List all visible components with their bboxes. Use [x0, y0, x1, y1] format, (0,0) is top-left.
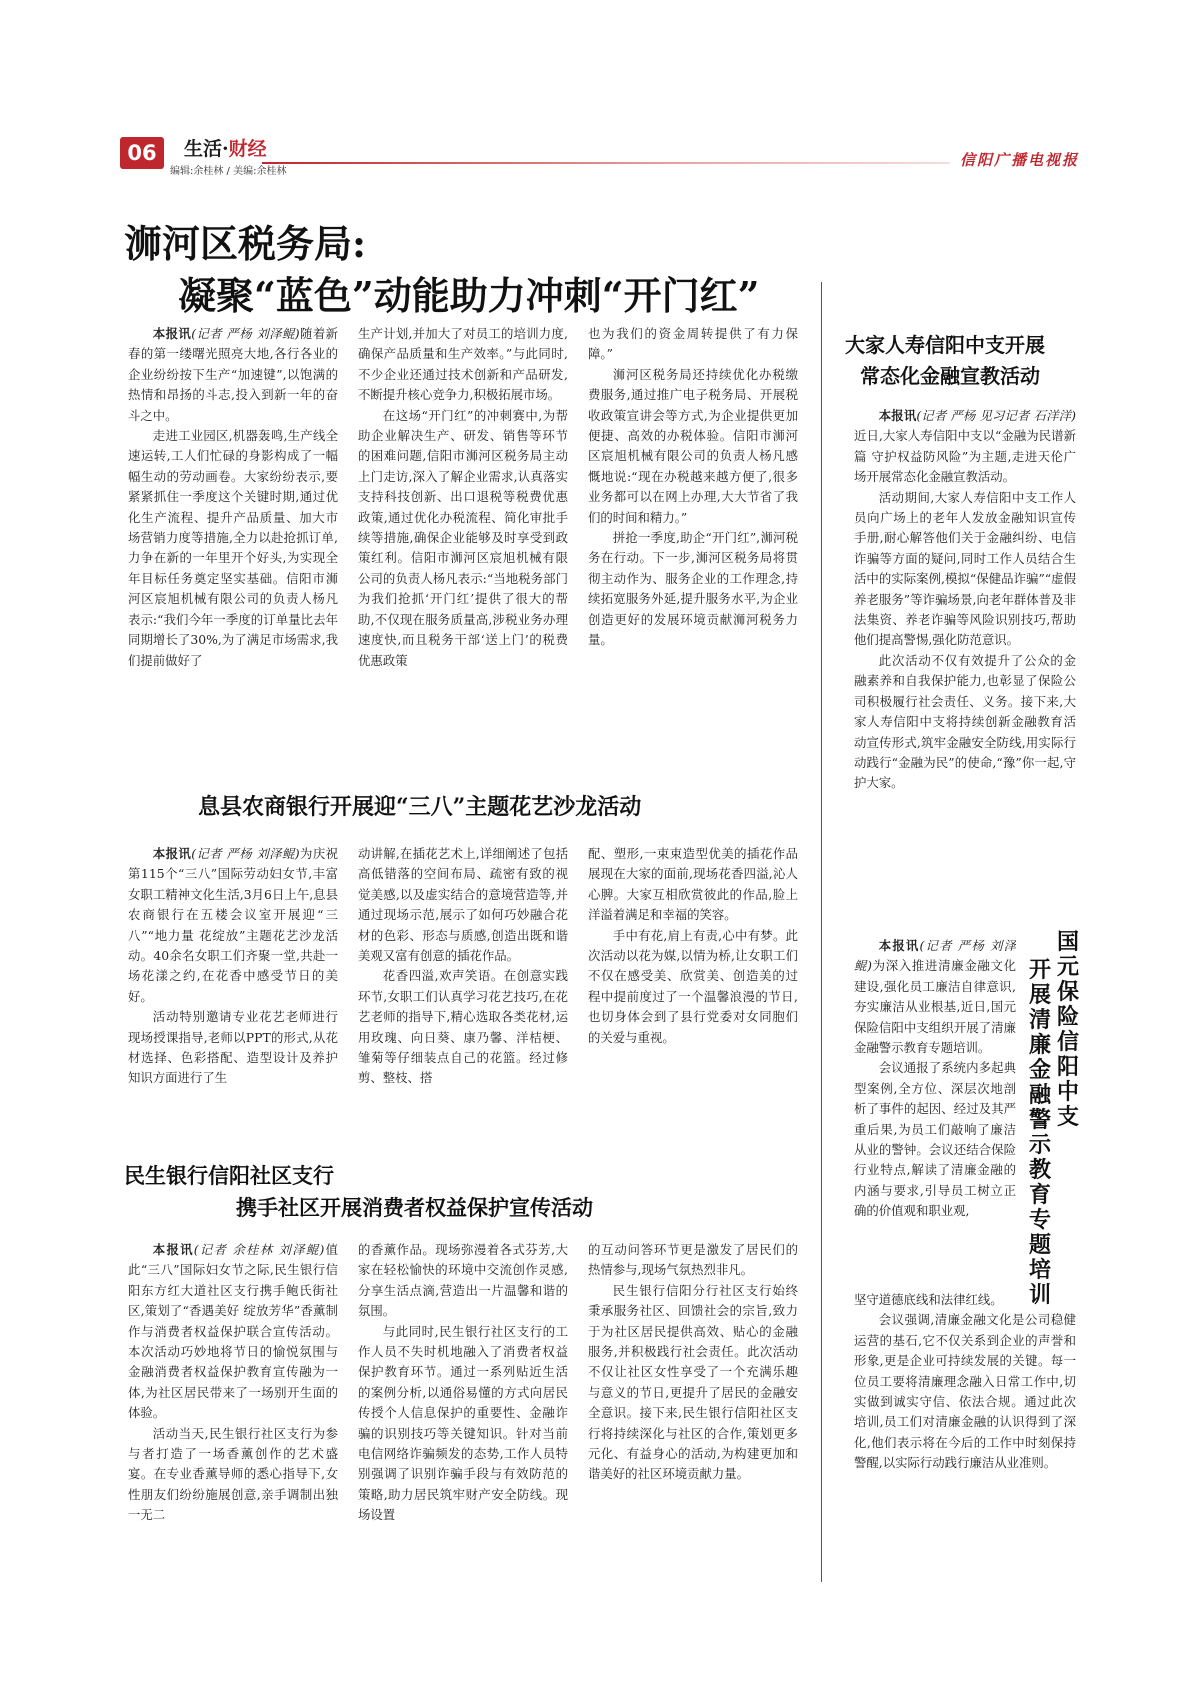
article-paragraph: 本报讯(记者 严杨 刘泽鲲)随着新春的第一缕曙光照亮大地,各行各业的企业纷纷按下生产“加速键”,以饱满的热情和昂扬的斗志,投入到新一年的奋斗之中。 — [128, 326, 338, 423]
article-paragraph: 坚守道德底线和法律红线。 — [854, 1292, 1003, 1307]
story3-column-3 — [588, 1240, 798, 1576]
byline-lead: 本报讯 — [152, 1242, 194, 1257]
article-paragraph: 拼抢一季度,助企“开门红”,浉河税务在行动。下一步,浉河区税务局将贯彻主动作为、服务企业的工作理念,持续拓宽服务外延,提升服务水平,为企业创造更好的发展环境贡献浉河税务力量。 — [588, 530, 798, 648]
section-title — [184, 134, 267, 161]
story3-headline-line1: 民生银行信阳社区支行 — [124, 1163, 334, 1188]
article-paragraph: 动讲解,在插花艺术上,详细阐述了包括高低错落的空间布局、疏密有致的视觉美感,以及虚实结合的意境营造等,并通过现场示范,展示了如何巧妙融合花材的色彩、形态与质感,创造出既和谐美观又富有创意的插花作品。 — [358, 846, 568, 964]
article-paragraph: 会议通报了系统内多起典型案例,全方位、深层次地剖析了事件的起因、经过及其严重后果,为员工们敲响了廉洁从业的警钟。会议还结合保险行业特点,解读了清廉金融的内涵与要求,引导员工树立正确的价值观和职业观, — [854, 1060, 1016, 1219]
story2-column-3 — [588, 844, 798, 1140]
main-story-column-1 — [128, 324, 338, 736]
byline-lead: 本报讯 — [878, 408, 917, 423]
story2-headline: 息县农商银行开展迎“三八”主题花艺沙龙活动 — [198, 794, 642, 820]
article-paragraph: 活动期间,大家人寿信阳中支工作人员向广场上的老年人发放金融知识宣传手册,耐心解答他们关于金融纠纷、电信诈骗等方面的疑问,同时工作人员结合生活中的实际案例,模拟“保健品诈骗”“虚假养老服务”等诈骗场景,向老年群体普及非法集资、养老诈骗等风险识别技巧,帮助他们提高警惕,强化防范意识。 — [854, 489, 1076, 648]
article-paragraph: 民生银行信阳分行社区支行始终秉承服务社区、回馈社会的宗旨,致力于为社区居民提供高效、贴心的金融服务,并积极践行社会责任。此次活动不仅让社区女性享受了一个充满乐趣与意义的节日,更提升了居民的金融安全意识。接下来,民生银行信阳社区支行将持续深化与社区的合作,策划更多元化、有益身心的活动,为构建更加和谐美好的社区环境贡献力量。 — [588, 1282, 798, 1482]
main-story-column-2 — [358, 324, 568, 736]
story2-column-2 — [358, 844, 568, 1140]
newspaper-name: 信阳广播电视报 — [960, 151, 1080, 169]
article-paragraph: 也为我们的资金周转提供了有力保障。” — [588, 326, 798, 362]
section-prefix: 生活· — [184, 138, 229, 160]
byline-reporters: (记者 严杨 刘泽鲲) — [191, 326, 300, 341]
main-story-column-3 — [588, 324, 798, 736]
article-paragraph: 与此同时,民生银行社区支行的工作人员不失时机地融入了消费者权益保护教育环节。通过一系列贴近生活的案例分析,以通俗易懂的方式向居民传授个人信息保护的重要性、金融诈骗的识别技巧等关键知识。针对当前电信网络诈骗频发的态势,工作人员特别强调了识别诈骗手段与有效防范的策略,助力居民筑牢财产安全防线。现场设置 — [358, 1323, 568, 1523]
article-paragraph: 此次活动不仅有效提升了公众的金融素养和自我保护能力,也彰显了保险公司积极履行社会责任、义务。接下来,大家人寿信阳中支将持续创新金融教育活动宣传形式,筑牢金融安全防线,用实际行动践行“金融为民”的使命,“豫”你一起,守护大家。 — [854, 652, 1076, 791]
article-paragraph: 走进工业园区,机器轰鸣,生产线全速运转,工人们忙碌的身影构成了一幅幅生动的劳动画卷。大家纷纷表示,要紧紧抓住一季度这个关键时期,通过优化生产流程、提升产品质量、加大市场营销力度等措施,全力以赴抢抓订单,力争在新的一年里开个好头,为实现全年目标任务奠定坚实基础。信阳市浉河区宸旭机械有限公司的负责人杨凡表示:“我们今年一季度的订单量比去年同期增长了30%,为了满足市场需求,我们提前做好了 — [128, 428, 338, 668]
article-paragraph: 浉河区税务局还持续优化办税缴费服务,通过推广电子税务局、开展税收政策宣讲会等方式,为企业提供更加便捷、高效的办税体验。信阳市浉河区宸旭机械有限公司的负责人杨凡感慨地说:“现在办税越来越方便了,很多业务都可以在网上办理,大大节省了我们的时间和精力。” — [588, 366, 798, 525]
side-story1-headline-line1: 大家人寿信阳中支开展 — [845, 333, 1045, 357]
side-story2-body-top — [854, 936, 1016, 1290]
side-story1-headline-line2: 常态化金融宣教活动 — [860, 364, 1040, 388]
header-rule — [262, 162, 950, 164]
article-paragraph: 本报讯(记者 严杨 刘泽鲲)为深入推进清廉金融文化建设,强化员工廉洁自律意识,夯实廉洁从业根基,近日,国元保险信阳中支组织开展了清廉金融警示教育专题培训。 — [854, 938, 1016, 1056]
column-divider — [821, 282, 822, 1582]
byline-reporters: (记者 严杨 刘泽鲲) — [854, 938, 1016, 974]
page-number: 06 — [127, 141, 157, 165]
side-story2-vertical-headline — [1028, 929, 1082, 1308]
side-story2-headline-line1: 国元保险信阳中支 — [1056, 929, 1079, 1130]
section-name: 财经 — [228, 138, 267, 160]
article-paragraph: 会议强调,清廉金融文化是公司稳健运营的基石,它不仅关系到企业的声誉和形象,更是企业可持续发展的关键。每一位员工要将清廉理念融入日常工作中,切实做到诚实守信、依法合规。通过此次培训,员工们对清廉金融的认识得到了深化,他们表示将在今后的工作中时刻保持警醒,以实际行动践行廉洁从业准则。 — [854, 1312, 1076, 1471]
article-paragraph: 本报讯(记者 余桂林 刘泽鲲)值此“三八”国际妇女节之际,民生银行信阳东方红大道社区支行携手鲍氏街社区,策划了“香遇美好 绽放芳华”香薰制作与消费者权益保护联合宣传活动。本次活动巧妙地将节日的愉悦氛围与金融消费者权益保护教育宣传融为一体,为社区居民带来了一场别开生面的体验。 — [128, 1242, 338, 1421]
article-paragraph: 活动特别邀请专业花艺老师进行现场授课指导,老师以PPT的形式,从花材选择、色彩搭配、造型设计及养护知识方面进行了生 — [128, 1009, 338, 1086]
article-paragraph: 生产计划,并加大了对员工的培训力度,确保产品质量和生产效率。”与此同时,不少企业还通过技术创新和产品研发,不断提升核心竞争力,积极拓展市场。 — [358, 326, 568, 403]
byline-reporters: (记者 余桂林 刘泽鲲) — [193, 1242, 325, 1257]
article-paragraph: 在这场“开门红”的冲刺赛中,为帮助企业解决生产、研发、销售等环节的困难问题,信阳市浉河区税务局主动上门走访,深入了解企业需求,认真落实支持科技创新、出口退税等税费优惠政策,通过优化办税流程、简化审批手续等措施,确保企业能够及时享受到政策红利。信阳市浉河区宸旭机械有限公司的负责人杨凡表示:“当地税务部门为我们抢抓‘开门红’提供了很大的帮助,不仅现在服务质量高,涉税业务办理速度快,而且税务干部‘送上门’的税费优惠政策 — [358, 407, 568, 668]
byline-lead: 本报讯 — [152, 326, 192, 341]
main-headline-line2: 凝聚“蓝色”动能助力冲刺“开门红” — [178, 273, 760, 318]
article-paragraph: 配、塑形,一束束造型优美的插花作品展现在大家的面前,现场花香四溢,沁人心脾。大家互相欣赏彼此的作品,脸上洋溢着满足和幸福的笑容。 — [588, 846, 798, 923]
side-story2-body-bottom — [854, 1290, 1076, 1586]
byline-reporters: (记者 严杨 刘泽鲲) — [191, 846, 300, 861]
main-headline-line1: 浉河区税务局: — [124, 221, 367, 266]
side-story2-headline-line2: 开展清廉金融警示教育专题培训 — [1028, 957, 1051, 1308]
byline-lead: 本报讯 — [878, 938, 920, 953]
side-story1-body — [854, 406, 1076, 916]
article-paragraph: 本报讯(记者 严杨 见习记者 石洋洋)近日,大家人寿信阳中支以“金融为民谱新篇 守护权益防风险”为主题,走进天伦广场开展常态化金融宣教活动。 — [854, 408, 1076, 485]
article-paragraph: 手中有花,肩上有责,心中有梦。此次活动以花为媒,以情为桥,让女职工们不仅在感受美、欣赏美、创造美的过程中提前度过了一个温馨浪漫的节日,也切身体会到了县行党委对女同胞们的关爱与重视。 — [588, 927, 798, 1045]
byline-reporters: (记者 严杨 见习记者 石洋洋) — [916, 408, 1076, 423]
page-number-badge — [120, 137, 164, 169]
story3-headline-line2: 携手社区开展消费者权益保护宣传活动 — [236, 1195, 593, 1220]
article-paragraph: 活动当天,民生银行社区支行为参与者打造了一场香薰创作的艺术盛宴。在专业香薰导师的悉心指导下,女性朋友们纷纷施展创意,亲手调制出独一无二 — [128, 1425, 338, 1523]
article-paragraph: 本报讯(记者 严杨 刘泽鲲)为庆祝第115个“三八”国际劳动妇女节,丰富女职工精神文化生活,3月6日上午,息县农商银行在五楼会议室开展迎“三八”“地力量 花绽放”主题花艺沙龙活动。40余名女职工们齐聚一堂,共赴一场花漾之约,在花香中感受节日的美好。 — [128, 846, 338, 1004]
story3-column-1 — [128, 1240, 338, 1576]
story2-column-1 — [128, 844, 338, 1140]
article-paragraph: 的互动问答环节更是激发了居民们的热情参与,现场气氛热烈非凡。 — [588, 1242, 798, 1278]
editor-credits: 编辑:余桂林 / 美编:余桂林 — [170, 166, 287, 177]
story3-column-2 — [358, 1240, 568, 1576]
article-paragraph: 的香薰作品。现场弥漫着各式芬芳,大家在轻松愉快的环境中交流创作灵感,分享生活点滴,营造出一片温馨和谐的氛围。 — [358, 1242, 568, 1319]
byline-lead: 本报讯 — [152, 846, 192, 861]
article-paragraph: 花香四溢,欢声笑语。在创意实践环节,女职工们认真学习花艺技巧,在花艺老师的指导下,精心选取各类花材,运用玫瑰、向日葵、康乃馨、洋桔梗、雏菊等仔细装点自己的花篮。经过修剪、整枝、搭 — [358, 968, 568, 1086]
